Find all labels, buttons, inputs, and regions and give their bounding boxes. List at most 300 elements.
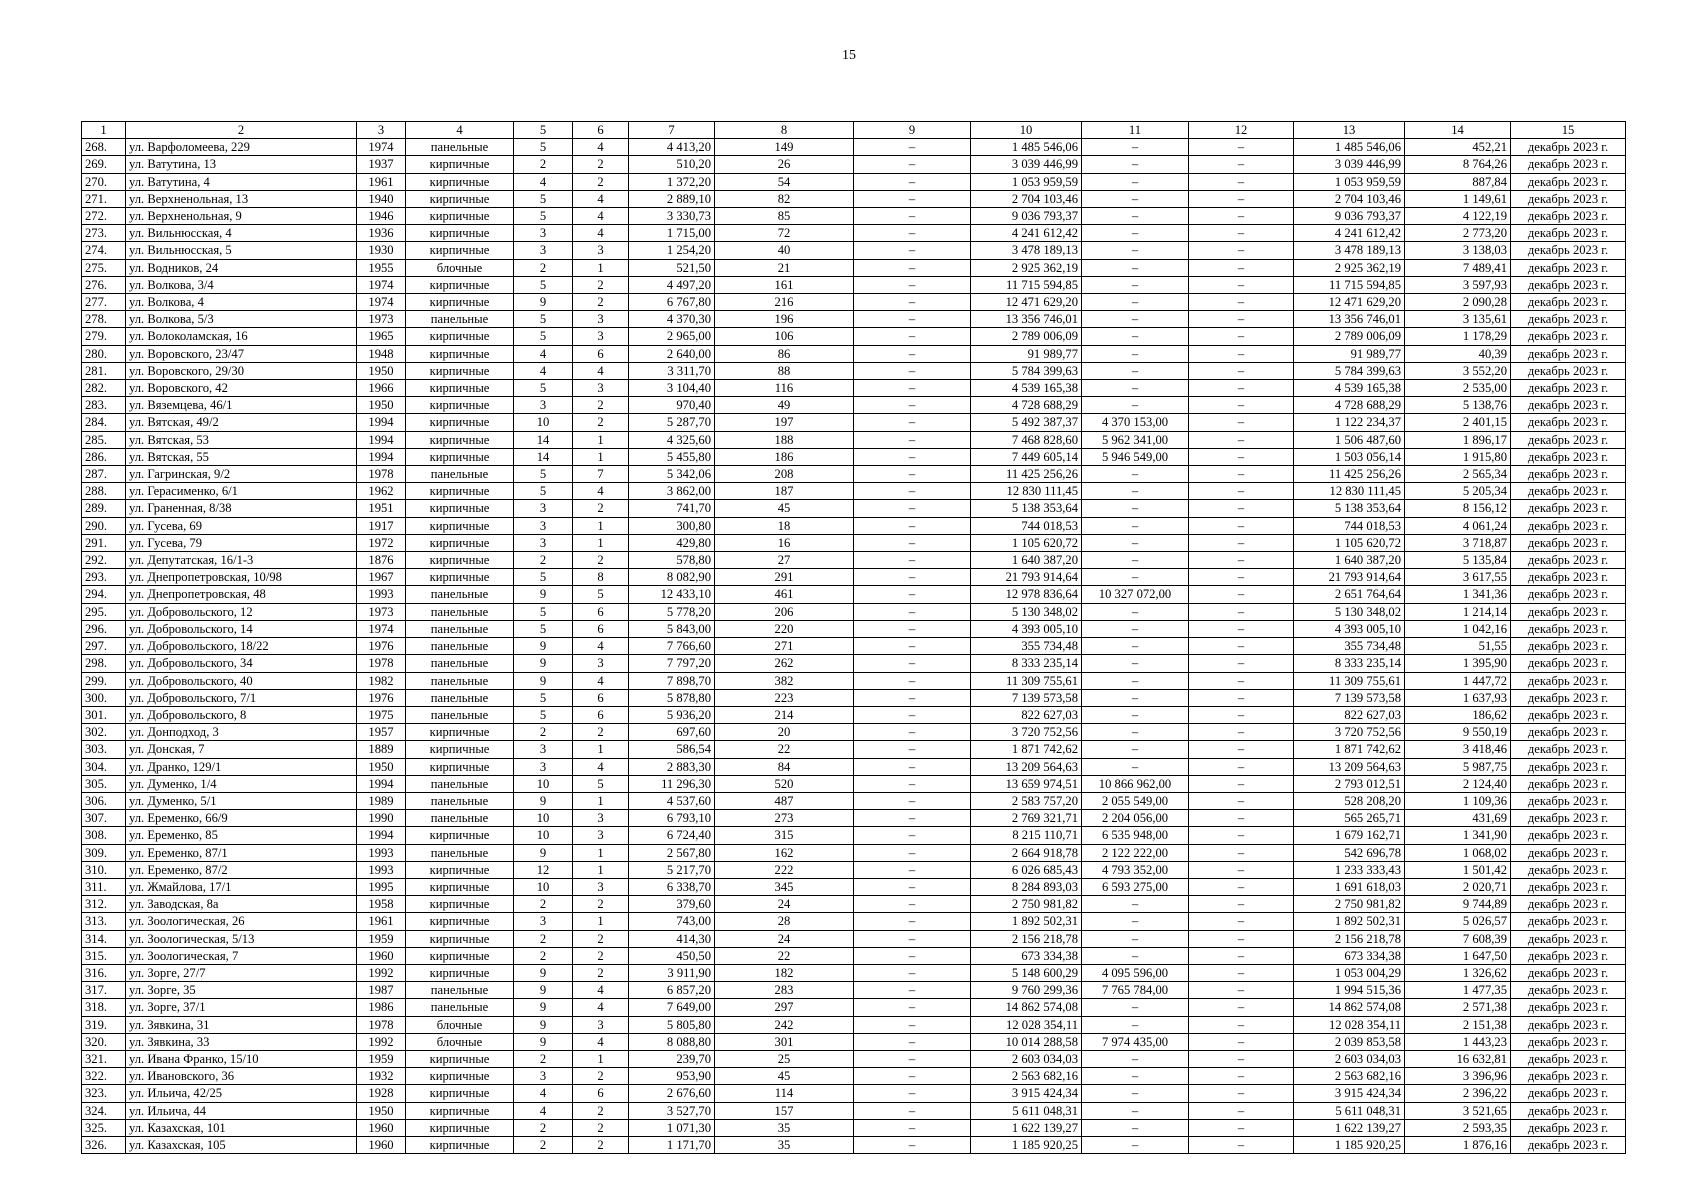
build-year-cell: 1937: [357, 156, 406, 173]
wall-material-cell: кирпичные: [406, 947, 514, 964]
build-year-cell: 1876: [357, 552, 406, 569]
address-cell: ул. Гагринская, 9/2: [126, 466, 357, 483]
column-number-2: 2: [126, 122, 357, 139]
value-11-cell: –: [1082, 517, 1189, 534]
total-cost-cell: 4 539 165,38: [971, 380, 1082, 397]
table-row: [82, 1068, 1626, 1085]
area-cell: 1 254,20: [629, 242, 715, 259]
row-number-cell: 278.: [82, 311, 126, 328]
row-number-cell: 282.: [82, 380, 126, 397]
area-cell: 4 370,30: [629, 311, 715, 328]
total-cost-cell: 1 622 139,27: [971, 1119, 1082, 1136]
value-11-cell: –: [1082, 1085, 1189, 1102]
value-11-cell: –: [1082, 1068, 1189, 1085]
value-9-cell: –: [854, 1016, 971, 1033]
value-12-cell: –: [1189, 517, 1294, 534]
value-14-cell: 9 550,19: [1405, 724, 1511, 741]
address-cell: ул. Добровольского, 12: [126, 603, 357, 620]
address-cell: ул. Вятская, 53: [126, 431, 357, 448]
column-number-14: 14: [1405, 122, 1511, 139]
value-13-cell: 5 611 048,31: [1294, 1102, 1405, 1119]
value-13-cell: 8 333 235,14: [1294, 655, 1405, 672]
total-cost-cell: 2 156 218,78: [971, 930, 1082, 947]
build-year-cell: 1974: [357, 620, 406, 637]
value-11-cell: 4 095 596,00: [1082, 964, 1189, 981]
area-cell: 1 372,20: [629, 173, 715, 190]
build-year-cell: 1966: [357, 380, 406, 397]
value-13-cell: 2 156 218,78: [1294, 930, 1405, 947]
table-row: [82, 689, 1626, 706]
deadline-cell: декабрь 2023 г.: [1511, 552, 1626, 569]
build-year-cell: 1930: [357, 242, 406, 259]
deadline-cell: декабрь 2023 г.: [1511, 208, 1626, 225]
deadline-cell: декабрь 2023 г.: [1511, 724, 1626, 741]
entrances-cell: 1: [573, 431, 629, 448]
residents-cell: 21: [715, 259, 854, 276]
build-year-cell: 1950: [357, 758, 406, 775]
residents-cell: 85: [715, 208, 854, 225]
value-9-cell: –: [854, 947, 971, 964]
deadline-cell: декабрь 2023 г.: [1511, 1136, 1626, 1153]
wall-material-cell: кирпичные: [406, 276, 514, 293]
wall-material-cell: панельные: [406, 792, 514, 809]
table-row: [82, 982, 1626, 999]
value-14-cell: 1 647,50: [1405, 947, 1511, 964]
total-cost-cell: 1 053 959,59: [971, 173, 1082, 190]
row-number-cell: 305.: [82, 775, 126, 792]
build-year-cell: 1994: [357, 431, 406, 448]
residents-cell: 216: [715, 294, 854, 311]
total-cost-cell: 673 334,38: [971, 947, 1082, 964]
address-cell: ул. Депутатская, 16/1-3: [126, 552, 357, 569]
address-cell: ул. Зоологическая, 5/13: [126, 930, 357, 947]
value-9-cell: –: [854, 225, 971, 242]
value-13-cell: 1 185 920,25: [1294, 1136, 1405, 1153]
entrances-cell: 4: [573, 999, 629, 1016]
address-cell: ул. Зоологическая, 7: [126, 947, 357, 964]
value-11-cell: 10 327 072,00: [1082, 586, 1189, 603]
wall-material-cell: панельные: [406, 706, 514, 723]
table-row: [82, 242, 1626, 259]
deadline-cell: декабрь 2023 г.: [1511, 1119, 1626, 1136]
value-14-cell: 452,21: [1405, 139, 1511, 156]
deadline-cell: декабрь 2023 г.: [1511, 982, 1626, 999]
floors-cell: 9: [514, 844, 573, 861]
build-year-cell: 1993: [357, 844, 406, 861]
area-cell: 4 497,20: [629, 276, 715, 293]
build-year-cell: 1973: [357, 311, 406, 328]
floors-cell: 2: [514, 896, 573, 913]
build-year-cell: 1994: [357, 414, 406, 431]
total-cost-cell: 2 603 034,03: [971, 1050, 1082, 1067]
wall-material-cell: панельные: [406, 311, 514, 328]
wall-material-cell: кирпичные: [406, 1136, 514, 1153]
value-13-cell: 11 309 755,61: [1294, 672, 1405, 689]
table-row: [82, 328, 1626, 345]
value-9-cell: –: [854, 792, 971, 809]
residents-cell: 54: [715, 173, 854, 190]
value-9-cell: –: [854, 775, 971, 792]
row-number-cell: 303.: [82, 741, 126, 758]
value-13-cell: 4 728 688,29: [1294, 397, 1405, 414]
value-14-cell: 7 608,39: [1405, 930, 1511, 947]
deadline-cell: декабрь 2023 г.: [1511, 947, 1626, 964]
address-cell: ул. Ватутина, 4: [126, 173, 357, 190]
address-cell: ул. Водников, 24: [126, 259, 357, 276]
total-cost-cell: 4 393 005,10: [971, 620, 1082, 637]
value-14-cell: 2 593,35: [1405, 1119, 1511, 1136]
wall-material-cell: кирпичные: [406, 190, 514, 207]
row-number-cell: 269.: [82, 156, 126, 173]
value-9-cell: –: [854, 724, 971, 741]
entrances-cell: 2: [573, 414, 629, 431]
deadline-cell: декабрь 2023 г.: [1511, 896, 1626, 913]
total-cost-cell: 5 148 600,29: [971, 964, 1082, 981]
area-cell: 586,54: [629, 741, 715, 758]
row-number-cell: 283.: [82, 397, 126, 414]
deadline-cell: декабрь 2023 г.: [1511, 534, 1626, 551]
table-row: [82, 638, 1626, 655]
total-cost-cell: 1 185 920,25: [971, 1136, 1082, 1153]
table-row: [82, 655, 1626, 672]
entrances-cell: 2: [573, 500, 629, 517]
value-13-cell: 542 696,78: [1294, 844, 1405, 861]
table-row: [82, 844, 1626, 861]
wall-material-cell: кирпичные: [406, 362, 514, 379]
floors-cell: 2: [514, 930, 573, 947]
value-13-cell: 4 393 005,10: [1294, 620, 1405, 637]
value-9-cell: –: [854, 500, 971, 517]
value-12-cell: –: [1189, 775, 1294, 792]
wall-material-cell: панельные: [406, 810, 514, 827]
entrances-cell: 1: [573, 861, 629, 878]
residents-cell: 186: [715, 448, 854, 465]
floors-cell: 3: [514, 225, 573, 242]
residents-cell: 157: [715, 1102, 854, 1119]
area-cell: 5 287,70: [629, 414, 715, 431]
total-cost-cell: 14 862 574,08: [971, 999, 1082, 1016]
build-year-cell: 1976: [357, 689, 406, 706]
value-12-cell: –: [1189, 1102, 1294, 1119]
value-12-cell: –: [1189, 603, 1294, 620]
floors-cell: 9: [514, 672, 573, 689]
value-13-cell: 9 036 793,37: [1294, 208, 1405, 225]
entrances-cell: 2: [573, 294, 629, 311]
area-cell: 5 778,20: [629, 603, 715, 620]
table-row: [82, 208, 1626, 225]
residents-cell: 35: [715, 1119, 854, 1136]
address-cell: ул. Добровольского, 8: [126, 706, 357, 723]
value-11-cell: –: [1082, 552, 1189, 569]
floors-cell: 9: [514, 655, 573, 672]
deadline-cell: декабрь 2023 г.: [1511, 397, 1626, 414]
table-row: [82, 311, 1626, 328]
floors-cell: 4: [514, 1102, 573, 1119]
value-14-cell: 3 617,55: [1405, 569, 1511, 586]
area-cell: 6 793,10: [629, 810, 715, 827]
total-cost-cell: 2 750 981,82: [971, 896, 1082, 913]
value-9-cell: –: [854, 878, 971, 895]
wall-material-cell: панельные: [406, 620, 514, 637]
table-row: [82, 775, 1626, 792]
value-13-cell: 1 640 387,20: [1294, 552, 1405, 569]
area-cell: 4 537,60: [629, 792, 715, 809]
address-cell: ул. Вятская, 55: [126, 448, 357, 465]
residents-cell: 214: [715, 706, 854, 723]
entrances-cell: 6: [573, 620, 629, 637]
build-year-cell: 1950: [357, 397, 406, 414]
value-13-cell: 1 122 234,37: [1294, 414, 1405, 431]
address-cell: ул. Вятская, 49/2: [126, 414, 357, 431]
wall-material-cell: кирпичные: [406, 345, 514, 362]
value-13-cell: 91 989,77: [1294, 345, 1405, 362]
value-13-cell: 2 603 034,03: [1294, 1050, 1405, 1067]
table-row: [82, 896, 1626, 913]
value-14-cell: 1 915,80: [1405, 448, 1511, 465]
value-12-cell: –: [1189, 380, 1294, 397]
floors-cell: 5: [514, 190, 573, 207]
wall-material-cell: кирпичные: [406, 896, 514, 913]
value-14-cell: 1 876,16: [1405, 1136, 1511, 1153]
area-cell: 6 724,40: [629, 827, 715, 844]
deadline-cell: декабрь 2023 г.: [1511, 431, 1626, 448]
wall-material-cell: кирпичные: [406, 724, 514, 741]
wall-material-cell: панельные: [406, 982, 514, 999]
residents-cell: 106: [715, 328, 854, 345]
value-11-cell: –: [1082, 999, 1189, 1016]
value-11-cell: –: [1082, 913, 1189, 930]
value-14-cell: 1 443,23: [1405, 1033, 1511, 1050]
value-11-cell: –: [1082, 1136, 1189, 1153]
row-number-cell: 307.: [82, 810, 126, 827]
value-11-cell: –: [1082, 672, 1189, 689]
floors-cell: 4: [514, 362, 573, 379]
entrances-cell: 2: [573, 1068, 629, 1085]
value-14-cell: 431,69: [1405, 810, 1511, 827]
address-cell: ул. Гусева, 79: [126, 534, 357, 551]
area-cell: 578,80: [629, 552, 715, 569]
value-9-cell: –: [854, 552, 971, 569]
wall-material-cell: кирпичные: [406, 500, 514, 517]
entrances-cell: 2: [573, 156, 629, 173]
row-number-cell: 319.: [82, 1016, 126, 1033]
address-cell: ул. Воровского, 23/47: [126, 345, 357, 362]
row-number-cell: 302.: [82, 724, 126, 741]
value-12-cell: –: [1189, 190, 1294, 207]
deadline-cell: декабрь 2023 г.: [1511, 706, 1626, 723]
floors-cell: 2: [514, 947, 573, 964]
table-row: [82, 294, 1626, 311]
wall-material-cell: панельные: [406, 139, 514, 156]
value-14-cell: 3 418,46: [1405, 741, 1511, 758]
wall-material-cell: панельные: [406, 603, 514, 620]
row-number-cell: 288.: [82, 483, 126, 500]
value-12-cell: –: [1189, 672, 1294, 689]
value-9-cell: –: [854, 380, 971, 397]
deadline-cell: декабрь 2023 г.: [1511, 362, 1626, 379]
value-12-cell: –: [1189, 1033, 1294, 1050]
deadline-cell: декабрь 2023 г.: [1511, 586, 1626, 603]
value-11-cell: –: [1082, 259, 1189, 276]
table-row: [82, 620, 1626, 637]
value-11-cell: –: [1082, 758, 1189, 775]
residents-cell: 162: [715, 844, 854, 861]
address-cell: ул. Добровольского, 34: [126, 655, 357, 672]
total-cost-cell: 6 026 685,43: [971, 861, 1082, 878]
entrances-cell: 6: [573, 1085, 629, 1102]
floors-cell: 3: [514, 242, 573, 259]
value-12-cell: –: [1189, 1119, 1294, 1136]
value-13-cell: 3 720 752,56: [1294, 724, 1405, 741]
table-row: [82, 724, 1626, 741]
total-cost-cell: 1 105 620,72: [971, 534, 1082, 551]
table-row: [82, 1119, 1626, 1136]
area-cell: 2 965,00: [629, 328, 715, 345]
entrances-cell: 1: [573, 517, 629, 534]
total-cost-cell: 1 892 502,31: [971, 913, 1082, 930]
total-cost-cell: 2 789 006,09: [971, 328, 1082, 345]
wall-material-cell: панельные: [406, 586, 514, 603]
row-number-cell: 310.: [82, 861, 126, 878]
table-row: [82, 259, 1626, 276]
row-number-cell: 321.: [82, 1050, 126, 1067]
row-number-cell: 296.: [82, 620, 126, 637]
value-11-cell: –: [1082, 345, 1189, 362]
value-12-cell: –: [1189, 156, 1294, 173]
address-cell: ул. Добровольского, 18/22: [126, 638, 357, 655]
row-number-cell: 295.: [82, 603, 126, 620]
wall-material-cell: панельные: [406, 775, 514, 792]
deadline-cell: декабрь 2023 г.: [1511, 878, 1626, 895]
table-row: [82, 534, 1626, 551]
value-14-cell: 2 151,38: [1405, 1016, 1511, 1033]
value-11-cell: 7 974 435,00: [1082, 1033, 1189, 1050]
value-13-cell: 21 793 914,64: [1294, 569, 1405, 586]
value-13-cell: 1 871 742,62: [1294, 741, 1405, 758]
row-number-cell: 289.: [82, 500, 126, 517]
residents-cell: 182: [715, 964, 854, 981]
deadline-cell: декабрь 2023 г.: [1511, 930, 1626, 947]
address-cell: ул. Думенко, 5/1: [126, 792, 357, 809]
value-12-cell: –: [1189, 552, 1294, 569]
value-14-cell: 5 987,75: [1405, 758, 1511, 775]
table-row: [82, 380, 1626, 397]
total-cost-cell: 822 627,03: [971, 706, 1082, 723]
row-number-cell: 311.: [82, 878, 126, 895]
value-14-cell: 1 501,42: [1405, 861, 1511, 878]
total-cost-cell: 744 018,53: [971, 517, 1082, 534]
value-9-cell: –: [854, 483, 971, 500]
wall-material-cell: кирпичные: [406, 878, 514, 895]
floors-cell: 4: [514, 345, 573, 362]
value-9-cell: –: [854, 431, 971, 448]
entrances-cell: 6: [573, 603, 629, 620]
entrances-cell: 4: [573, 362, 629, 379]
total-cost-cell: 7 468 828,60: [971, 431, 1082, 448]
build-year-cell: 1958: [357, 896, 406, 913]
value-12-cell: –: [1189, 861, 1294, 878]
value-14-cell: 16 632,81: [1405, 1050, 1511, 1067]
value-13-cell: 13 356 746,01: [1294, 311, 1405, 328]
wall-material-cell: кирпичные: [406, 208, 514, 225]
entrances-cell: 4: [573, 225, 629, 242]
floors-cell: 5: [514, 208, 573, 225]
row-number-cell: 318.: [82, 999, 126, 1016]
table-row: [82, 947, 1626, 964]
wall-material-cell: кирпичные: [406, 173, 514, 190]
table-row: [82, 999, 1626, 1016]
value-11-cell: –: [1082, 1050, 1189, 1067]
deadline-cell: декабрь 2023 г.: [1511, 1085, 1626, 1102]
value-12-cell: –: [1189, 878, 1294, 895]
wall-material-cell: кирпичные: [406, 1102, 514, 1119]
value-13-cell: 1 506 487,60: [1294, 431, 1405, 448]
value-14-cell: 1 395,90: [1405, 655, 1511, 672]
deadline-cell: декабрь 2023 г.: [1511, 775, 1626, 792]
value-9-cell: –: [854, 655, 971, 672]
address-cell: ул. Ивана Франко, 15/10: [126, 1050, 357, 1067]
value-13-cell: 1 994 515,36: [1294, 982, 1405, 999]
area-cell: 741,70: [629, 500, 715, 517]
value-9-cell: –: [854, 466, 971, 483]
residents-cell: 461: [715, 586, 854, 603]
area-cell: 521,50: [629, 259, 715, 276]
deadline-cell: декабрь 2023 г.: [1511, 225, 1626, 242]
row-number-cell: 290.: [82, 517, 126, 534]
residents-cell: 187: [715, 483, 854, 500]
value-11-cell: –: [1082, 362, 1189, 379]
area-cell: 1 171,70: [629, 1136, 715, 1153]
entrances-cell: 4: [573, 638, 629, 655]
value-12-cell: –: [1189, 139, 1294, 156]
deadline-cell: декабрь 2023 г.: [1511, 844, 1626, 861]
floors-cell: 14: [514, 431, 573, 448]
area-cell: 3 862,00: [629, 483, 715, 500]
value-12-cell: –: [1189, 500, 1294, 517]
value-11-cell: –: [1082, 706, 1189, 723]
residents-cell: 40: [715, 242, 854, 259]
floors-cell: 9: [514, 294, 573, 311]
row-number-cell: 301.: [82, 706, 126, 723]
value-12-cell: –: [1189, 827, 1294, 844]
entrances-cell: 4: [573, 483, 629, 500]
deadline-cell: декабрь 2023 г.: [1511, 792, 1626, 809]
value-12-cell: –: [1189, 414, 1294, 431]
table-row: [82, 552, 1626, 569]
value-14-cell: 5 138,76: [1405, 397, 1511, 414]
address-cell: ул. Добровольского, 40: [126, 672, 357, 689]
build-year-cell: 1993: [357, 861, 406, 878]
value-14-cell: 2 124,40: [1405, 775, 1511, 792]
floors-cell: 12: [514, 861, 573, 878]
value-11-cell: 2 055 549,00: [1082, 792, 1189, 809]
floors-cell: 9: [514, 982, 573, 999]
row-number-cell: 297.: [82, 638, 126, 655]
total-cost-cell: 11 425 256,26: [971, 466, 1082, 483]
wall-material-cell: кирпичные: [406, 534, 514, 551]
area-cell: 5 805,80: [629, 1016, 715, 1033]
build-year-cell: 1995: [357, 878, 406, 895]
row-number-cell: 268.: [82, 139, 126, 156]
entrances-cell: 6: [573, 689, 629, 706]
table-row: [82, 878, 1626, 895]
area-cell: 5 217,70: [629, 861, 715, 878]
value-13-cell: 744 018,53: [1294, 517, 1405, 534]
total-cost-cell: 3 478 189,13: [971, 242, 1082, 259]
area-cell: 5 936,20: [629, 706, 715, 723]
value-11-cell: –: [1082, 242, 1189, 259]
table-row: [82, 1102, 1626, 1119]
